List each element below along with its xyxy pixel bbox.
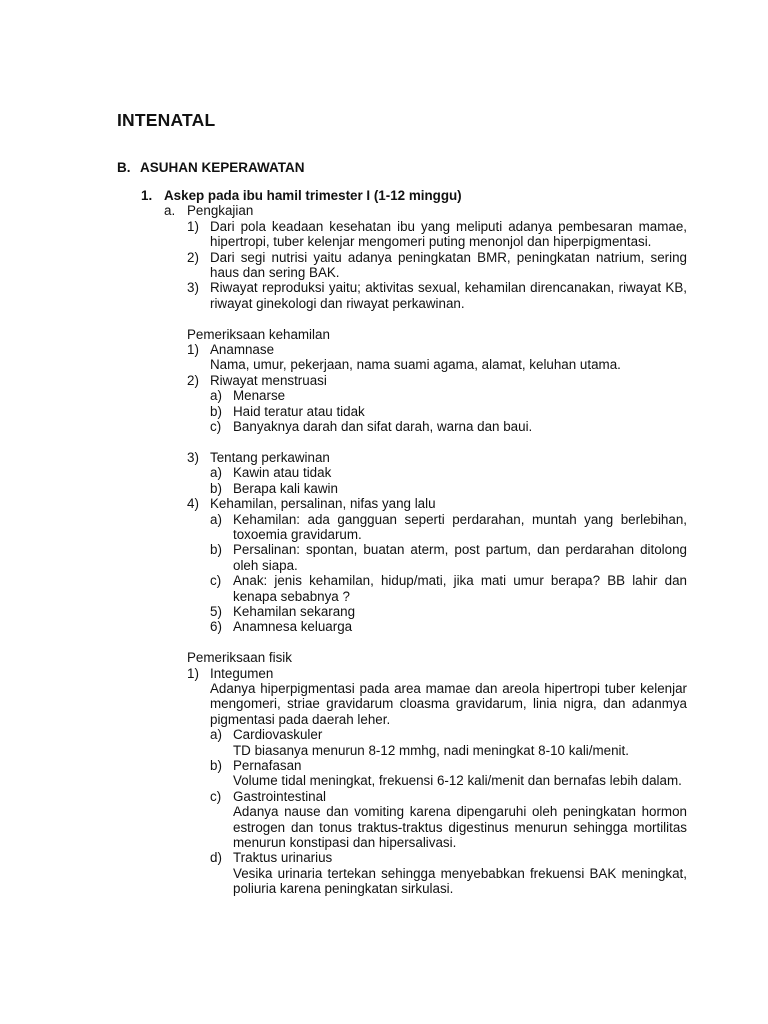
section-heading	[117, 160, 305, 175]
list-marker: a)	[210, 727, 222, 743]
outline-item	[0, 681, 768, 727]
outline-item	[0, 773, 768, 788]
list-marker: b)	[210, 542, 222, 558]
list-marker: a)	[210, 511, 222, 527]
list-marker: 5)	[210, 603, 222, 619]
list-text: Volume tidal meningkat, frekuensi 6-12 kali/menit dan bernafas lebih dalam.	[233, 773, 682, 789]
list-text: TD biasanya menurun 8-12 mmhg, nadi meningkat 8-10 kali/menit.	[233, 742, 629, 758]
outline-item	[0, 866, 768, 897]
outline-item	[0, 250, 768, 281]
list-text: Menarse	[233, 388, 286, 404]
list-marker: a)	[210, 388, 222, 404]
list-text: Riwayat menstruasi	[210, 372, 327, 388]
list-text: Dari segi nutrisi yaitu adanya peningkatan BMR, peningkatan natrium, sering haus dan sering BAK.	[210, 249, 687, 281]
list-text: Riwayat reproduksi yaitu; aktivitas sexual, kehamilan direncanakan, riwayat KB, riwayat ginekologi dan riwayat perkawinan.	[210, 280, 687, 311]
list-marker: b)	[210, 480, 222, 496]
outline-item	[0, 573, 768, 604]
list-text: Integumen	[210, 665, 274, 681]
outline-item	[0, 327, 768, 342]
list-marker: a)	[210, 465, 222, 481]
outline-item	[0, 450, 768, 465]
outline-item	[0, 604, 768, 619]
list-text: Adanya hiperpigmentasi pada area mamae dan areola hipertropi tuber kelenjar mengomeri, striae gravidarum cloasma gravidarum, linia nigra, dan adanmya pigmentasi pada daerah leher.	[210, 680, 687, 727]
list-text: Anak: jenis kehamilan, hidup/mati, jika mati umur berapa? BB lahir dan kenapa sebabnya ?	[233, 573, 687, 604]
list-marker: c)	[210, 788, 222, 804]
list-text: Kawin atau tidak	[233, 465, 332, 481]
list-marker: 4)	[187, 496, 199, 512]
list-marker: 1)	[187, 342, 199, 358]
list-marker: c)	[210, 419, 222, 435]
outline-item	[0, 727, 768, 742]
list-text: Persalinan: spontan, buatan aterm, post partum, dan perdarahan ditolong oleh siapa.	[233, 542, 687, 573]
outline-item	[0, 481, 768, 496]
list-text: Pemeriksaan fisik	[187, 650, 292, 666]
list-marker: c)	[210, 573, 222, 589]
list-text: Anamnesa keluarga	[233, 619, 353, 635]
outline-item	[0, 419, 768, 434]
list-text: Kehamilan sekarang	[233, 603, 356, 619]
list-text: Nama, umur, pekerjaan, nama suami agama, alamat, keluhan utama.	[210, 357, 621, 373]
outline-item	[0, 650, 768, 665]
outline-item	[0, 789, 768, 804]
list-marker: d)	[210, 850, 222, 866]
list-text: Banyaknya darah dan sifat darah, warna dan baui.	[233, 419, 533, 435]
list-text: Haid teratur atau tidak	[233, 403, 365, 419]
list-text: Traktus urinarius	[233, 850, 333, 866]
outline-item	[0, 758, 768, 773]
outline-item	[0, 850, 768, 865]
list-text: Pemeriksaan kehamilan	[187, 326, 330, 342]
blank-line	[0, 434, 768, 449]
blank-line	[0, 311, 768, 326]
outline-item	[0, 804, 768, 850]
list-text: Adanya nause dan vomiting karena dipengaruhi oleh peningkatan hormon estrogen dan tonus traktus-traktus digestinus menurun sehingga mortilitas menurun konstipasi dan hipersalivasi.	[233, 804, 687, 851]
list-marker: 3)	[187, 280, 199, 296]
list-marker: b)	[210, 403, 222, 419]
outline-item	[0, 342, 768, 357]
outline-item	[0, 388, 768, 403]
list-marker: b)	[210, 757, 222, 773]
list-text: Pernafasan	[233, 757, 302, 773]
list-marker: 1)	[187, 665, 199, 681]
list-text: Anamnase	[210, 342, 275, 358]
list-marker: 1.	[141, 188, 153, 203]
list-marker: 2)	[187, 249, 199, 265]
list-text: Vesika urinaria tertekan sehingga menyebabkan frekuensi BAK meningkat, poliuria karena peningkatan sirkulasi.	[233, 865, 687, 897]
section-label: B.	[117, 160, 131, 175]
list-marker: 1)	[187, 218, 199, 234]
list-text: Tentang perkawinan	[210, 449, 330, 465]
outline-item	[0, 496, 768, 511]
list-marker: 2)	[187, 372, 199, 388]
outline-item	[0, 542, 768, 573]
outline-item	[0, 219, 768, 250]
outline-item	[0, 666, 768, 681]
list-marker: a.	[164, 203, 176, 219]
list-text: Kehamilan: ada gangguan seperti perdarahan, muntah yang berlebihan, toxoemia gravidarum.	[233, 511, 687, 542]
page-title: INTENATAL	[117, 110, 216, 130]
list-text: Berapa kali kawin	[233, 480, 338, 496]
outline-item	[0, 512, 768, 543]
list-text: Cardiovaskuler	[233, 727, 323, 743]
blank-line	[0, 635, 768, 650]
outline-item	[0, 619, 768, 634]
list-text: Askep pada ibu hamil trimester I (1-12 minggu)	[164, 188, 462, 203]
outline-item	[0, 373, 768, 388]
list-text: Dari pola keadaan kesehatan ibu yang meliputi adanya pembesaran mamae, hipertropi, tuber kelenjar mengomeri puting menonjol dan hiperpigmentasi.	[210, 218, 687, 250]
list-text: Pengkajian	[187, 203, 254, 219]
outline-item	[0, 743, 768, 758]
outline-item	[0, 357, 768, 372]
outline-item	[0, 280, 768, 311]
list-marker: 3)	[187, 449, 199, 465]
outline-item	[0, 465, 768, 480]
outline-item	[0, 203, 768, 218]
section-title: ASUHAN KEPERAWATAN	[140, 160, 305, 175]
document-body	[0, 188, 768, 897]
outline-item	[0, 188, 768, 203]
list-text: Gastrointestinal	[233, 788, 327, 804]
list-text: Kehamilan, persalinan, nifas yang lalu	[210, 496, 436, 512]
outline-item	[0, 404, 768, 419]
list-marker: 6)	[210, 619, 222, 635]
